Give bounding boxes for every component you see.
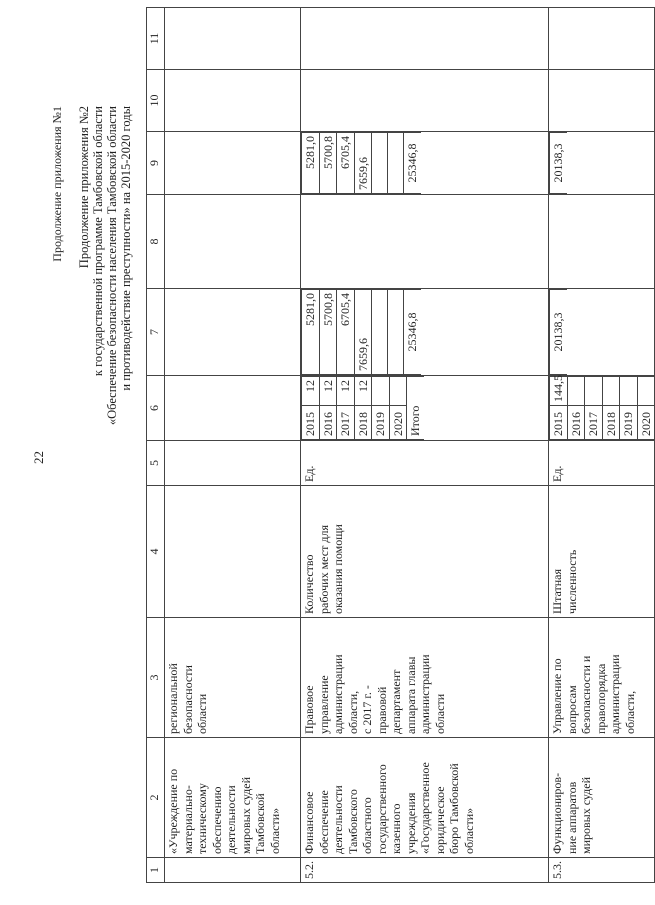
- value-cell-10: [549, 70, 655, 132]
- year: 2020: [637, 406, 654, 440]
- value-cell-7: [301, 289, 549, 376]
- column-number: 5: [147, 441, 165, 486]
- value-cell-9: [549, 132, 655, 195]
- year: 2019: [372, 406, 390, 440]
- value-cell: [165, 289, 301, 376]
- indicator: Штатная численность: [549, 486, 655, 618]
- value-cell: [165, 195, 301, 289]
- unit: [165, 441, 301, 486]
- year: 2017: [585, 406, 603, 440]
- row-number: [165, 858, 301, 883]
- column-number: 1: [147, 858, 165, 883]
- value: 6705,4: [337, 290, 355, 375]
- years-cell: [165, 376, 301, 441]
- measure-name: «Учреждение по материально- техническому обеспечению деятельности мировых судей Тамбовской области»: [165, 738, 301, 858]
- year: 2019: [620, 406, 638, 440]
- quantity: 12: [354, 377, 372, 406]
- quantity: 12: [337, 377, 355, 406]
- years-subtable: [301, 376, 424, 440]
- value: 20138,3: [550, 133, 567, 194]
- year-row: [354, 377, 372, 440]
- year-row: [372, 377, 390, 440]
- year-row: [389, 377, 407, 440]
- year: 2016: [319, 406, 337, 440]
- measure-name: Финансовое обеспечение деятельности Тамбовского областного государственного казенного учреждения «Государственное юридическое бюро Тамбовской области»: [301, 738, 549, 858]
- year-row: [585, 377, 603, 440]
- indicator: Количество рабочих мест для оказания помощи: [301, 486, 549, 618]
- executor: региональной безопасности области: [165, 618, 301, 738]
- quantity: [620, 377, 638, 406]
- quantity: 12: [319, 377, 337, 406]
- column-number: 10: [147, 70, 165, 132]
- value: 5281,0: [302, 290, 320, 375]
- indicator: [165, 486, 301, 618]
- value-cell: [165, 132, 301, 195]
- executor: Правовое управление администрации области, с 2017 г. - правовой департамент аппарата главы администрации области: [301, 618, 549, 738]
- year-row: [602, 377, 620, 440]
- column-number: 8: [147, 195, 165, 289]
- unit: Ед.: [549, 441, 655, 486]
- total-label: Итого: [407, 377, 424, 440]
- year: 2018: [602, 406, 620, 440]
- year-row: [337, 377, 355, 440]
- value: 5700,8: [319, 290, 337, 375]
- year: 2016: [567, 406, 585, 440]
- quantity: 144,5: [550, 377, 568, 406]
- values-subtable: [301, 289, 421, 375]
- value-cell-8: [301, 195, 549, 289]
- quantity: [567, 377, 585, 406]
- value-cell: [165, 70, 301, 132]
- value-cell-8: [549, 195, 655, 289]
- quantity: [372, 377, 390, 406]
- table-row: [549, 8, 655, 883]
- year: 2015: [550, 406, 568, 440]
- quantity: 12: [302, 377, 320, 406]
- appendix-line-4: и противодействие преступности» на 2015-2020 годы: [119, 106, 133, 391]
- quantity: [602, 377, 620, 406]
- value-cell-11: [549, 8, 655, 70]
- total-value: 25346,8: [404, 290, 421, 375]
- years-cell: [549, 376, 655, 441]
- value: 6705,4: [337, 133, 355, 194]
- year-row: [637, 377, 654, 440]
- value: 5281,0: [302, 133, 320, 194]
- value: [372, 133, 388, 194]
- value-cell-9: [301, 132, 549, 195]
- values-subtable: [301, 132, 421, 194]
- page-number: 22: [31, 451, 46, 464]
- value: 7659,6: [354, 290, 372, 375]
- table-row: [301, 8, 549, 883]
- column-number: 11: [147, 8, 165, 70]
- value: [372, 290, 388, 375]
- value: 5700,8: [319, 133, 337, 194]
- column-number: 4: [147, 486, 165, 618]
- row-number: 5.3.: [549, 858, 655, 883]
- values-subtable: [549, 132, 567, 194]
- year-row: [620, 377, 638, 440]
- value: 7659,6: [354, 133, 372, 194]
- value: [388, 133, 404, 194]
- years-subtable: [549, 376, 654, 440]
- appendix-line-2: к государственной программе Тамбовской области: [91, 106, 105, 377]
- value-cell: [165, 8, 301, 70]
- appendix-line-1: Продолжение приложения №2: [77, 106, 91, 269]
- quantity: [585, 377, 603, 406]
- value-cell-10: [301, 70, 549, 132]
- measure-name: Функциониров- ние аппаратов мировых судей: [549, 738, 655, 858]
- value: [388, 290, 404, 375]
- total-row: [407, 377, 424, 440]
- table-row: [165, 8, 301, 883]
- column-number: 9: [147, 132, 165, 195]
- year-row: [319, 377, 337, 440]
- year-row: [302, 377, 320, 440]
- year-row: [550, 377, 568, 440]
- column-number: 3: [147, 618, 165, 738]
- value-cell-11: [301, 8, 549, 70]
- continuation-note: Продолжение приложения №1: [50, 106, 64, 262]
- quantity: [389, 377, 407, 406]
- year-row: [567, 377, 585, 440]
- column-number: 2: [147, 738, 165, 858]
- value: 20138,3: [550, 290, 567, 375]
- program-table: [146, 7, 655, 883]
- unit: Ед.: [301, 441, 549, 486]
- total-value: 25346,8: [404, 133, 421, 194]
- years-cell: [301, 376, 549, 441]
- column-number: 6: [147, 376, 165, 441]
- row-number: 5.2.: [301, 858, 549, 883]
- values-subtable: [549, 289, 567, 375]
- year: 2018: [354, 406, 372, 440]
- value-cell-7: [549, 289, 655, 376]
- year: 2015: [302, 406, 320, 440]
- executor: Управление по вопросам безопасности и правопорядка администрации области,: [549, 618, 655, 738]
- appendix-line-3: «Обеспечение безопасности населения Тамбовской области: [105, 106, 119, 426]
- year: 2017: [337, 406, 355, 440]
- column-number-row: [147, 8, 165, 883]
- quantity: [637, 377, 654, 406]
- column-number: 7: [147, 289, 165, 376]
- year: 2020: [389, 406, 407, 440]
